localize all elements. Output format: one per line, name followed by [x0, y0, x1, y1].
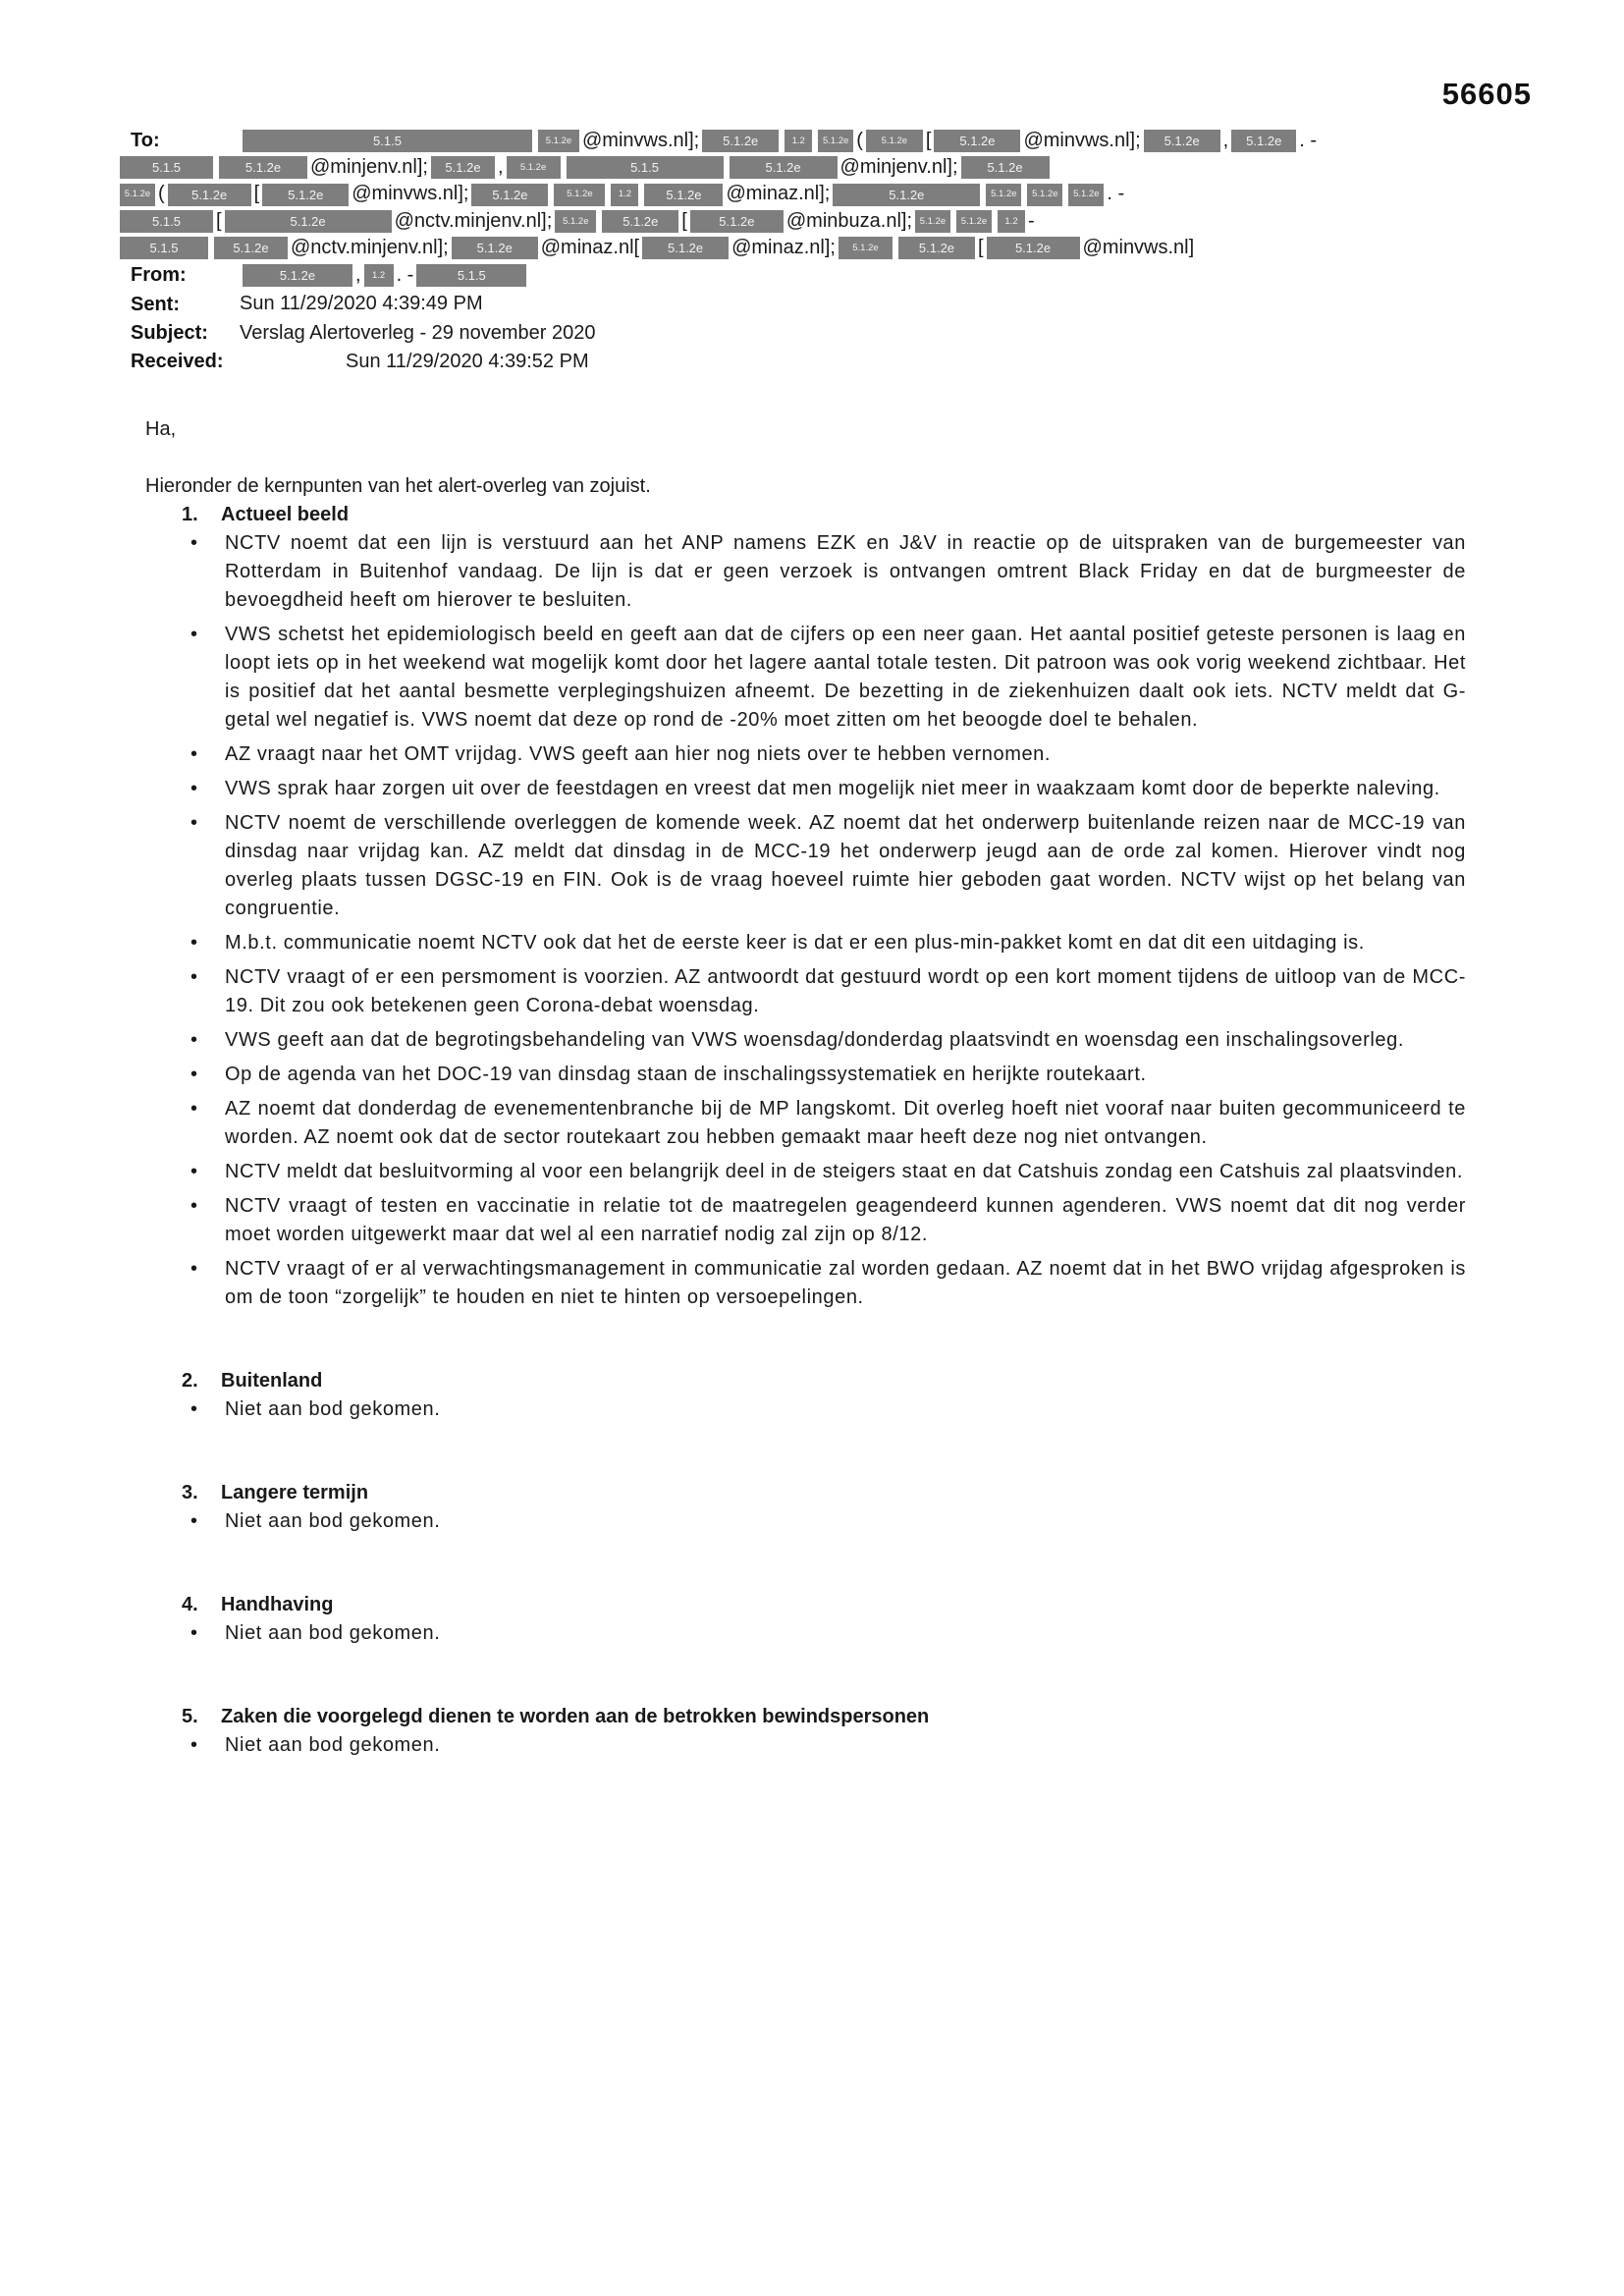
to-line — [117, 154, 1466, 181]
redaction-box: 1.2 — [364, 264, 394, 287]
redaction-box: 5.1.2e — [471, 184, 548, 206]
section-heading — [182, 1703, 1466, 1731]
address-fragment: @minaz.nl]; — [731, 237, 836, 259]
redaction-box: 5.1.2e — [538, 130, 579, 152]
address-fragment: [ — [925, 130, 932, 152]
redaction-box: 5.1.2e — [554, 184, 605, 206]
bullet-item: • Niet aan bod gekomen. — [189, 1507, 1466, 1536]
bullet-list — [189, 1731, 1466, 1760]
redaction-box: 5.1.2e — [642, 237, 729, 259]
redaction-box: 5.1.2e — [987, 237, 1080, 259]
address-fragment: @nctv.minjenv.nl]; — [291, 237, 449, 259]
redaction-box: 5.1.2e — [915, 210, 950, 233]
redaction-box: 5.1.2e — [262, 184, 349, 206]
redaction-box: 5.1.2e — [833, 184, 980, 206]
bullet-item: • AZ noemt dat donderdag de evenementenbranche bij de MP langskomt. Dit overleg hoeft niet vooraf naar buiten gecommuniceerd te worden. AZ noemt ook dat de sector routekaart zou hebben gemaakt maar heeft deze nog niet ontvangen. — [189, 1095, 1466, 1152]
redaction-box: 5.1.2e — [1027, 184, 1062, 206]
to-line — [131, 128, 1466, 154]
bullet-list — [189, 529, 1466, 1312]
greeting: Ha, — [145, 417, 177, 440]
section — [145, 1479, 1466, 1536]
bullet-item: • Op de agenda van het DOC-19 van dinsdag staan de inschalingssystematiek en herijkte routekaart. — [189, 1061, 1466, 1089]
address-fragment: @minvws.nl]; — [352, 183, 469, 205]
redaction-box: 5.1.5 — [120, 237, 208, 259]
email-body — [145, 415, 1466, 1760]
section-number: 1. — [182, 503, 198, 525]
to-line — [117, 181, 1466, 207]
bullet-list — [189, 1507, 1466, 1536]
address-fragment: @minvws.nl]; — [1023, 130, 1141, 152]
address-fragment: . - — [1107, 183, 1125, 205]
address-fragment: @minaz.nl]; — [726, 183, 831, 205]
redaction-box: 5.1.2e — [956, 210, 992, 233]
redaction-box: 5.1.2e — [1068, 184, 1104, 206]
section-title: Langere termijn — [221, 1481, 369, 1503]
subject-field — [131, 319, 1466, 348]
address-fragment: ( — [158, 183, 165, 205]
bullet-item: • NCTV vraagt of er al verwachtingsmanagement in communicatie zal worden gedaan. AZ noemt dat in het BWO vrijdag afgesproken is om de toon “zorgelijk” te houden en niet te hinten op versoepelingen. — [189, 1255, 1466, 1312]
address-fragment: . - — [396, 264, 414, 287]
to-line — [117, 235, 1466, 261]
bullet-item: • NCTV noemt de verschillende overleggen de komende week. AZ noemt dat het onderwerp buitenlande reizen naar de MCC-19 van dinsdag naar vrijdag kan. AZ meldt dat dinsdag in de MCC-19 het onderwerp jeugd aan de orde zal komen. Hierover vindt nog overleg plaats tussen DGSC-19 en FIN. Ook is de vraag hoeveel ruimte hier geboden gaat worden. NCTV wijst op het belang van congruentie. — [189, 809, 1466, 923]
redaction-box: 5.1.2e — [452, 237, 538, 259]
section — [145, 1367, 1466, 1424]
bullet-item: • NCTV meldt dat besluitvorming al voor een belangrijk deel in de steigers staat en dat Catshuis zondag een Catshuis zal plaatsvinden. — [189, 1158, 1466, 1186]
address-fragment: . - — [1299, 130, 1318, 152]
bullet-item: • Niet aan bod gekomen. — [189, 1395, 1466, 1424]
to-line — [117, 208, 1466, 235]
from-label: From: — [131, 264, 187, 287]
sent-value: Sun 11/29/2020 4:39:49 PM — [240, 293, 483, 315]
address-fragment: - — [1028, 209, 1035, 232]
section-title: Zaken die voorgelegd dienen te worden aan de betrokken bewindspersonen — [221, 1705, 930, 1727]
to-label: To: — [131, 130, 160, 152]
redaction-box: 5.1.2e — [120, 184, 155, 206]
subject-value: Verslag Alertoverleg - 29 november 2020 — [240, 321, 596, 344]
redaction-box: 5.1.5 — [243, 130, 532, 152]
redaction-box: 5.1.2e — [644, 184, 723, 206]
section-title: Handhaving — [221, 1593, 334, 1615]
bullet-item: • Niet aan bod gekomen. — [189, 1731, 1466, 1760]
from-value — [240, 264, 529, 286]
address-fragment: @minjenv.nl]; — [310, 156, 428, 179]
redaction-box: 5.1.2e — [690, 210, 784, 233]
bullet-item: • NCTV vraagt of testen en vaccinatie in relatie tot de maatregelen geagendeerd kunnen agenderen. VWS noemt dat dit nog verder moet worden uitgewerkt maar dat wel al een narratief nodig zal zijn op 8/12. — [189, 1192, 1466, 1249]
bullet-item: • VWS schetst het epidemiologisch beeld en geeft aan dat de cijfers op een neer gaan. Het aantal positief geteste personen is laag en loopt iets op in het weekend wat mogelijk komt door het lagere aantal totale testen. Dit patroon was ook vorig weekend zichtbaar. Het is positief dat het aantal besmette verplegingshuizen afneemt. De bezetting in de ziekenhuizen daalt ook iets. NCTV meldt dat G-getal wel negatief is. VWS noemt dat deze op rond de -20% moet zitten om het beoogde doel te behalen. — [189, 621, 1466, 735]
section-number: 4. — [182, 1593, 198, 1615]
section — [145, 1703, 1466, 1760]
section-title: Buitenland — [221, 1369, 323, 1392]
to-field — [124, 128, 1466, 261]
section — [145, 501, 1466, 1312]
redaction-box: 5.1.2e — [507, 156, 561, 179]
address-fragment: ( — [856, 130, 863, 152]
bullet-item: • AZ vraagt naar het OMT vrijdag. VWS geeft aan hier nog niets over te hebben vernomen. — [189, 740, 1466, 769]
address-fragment: @minaz.nl[ — [540, 237, 640, 259]
address-fragment: [ — [216, 209, 222, 232]
sent-field — [131, 290, 1466, 318]
section-heading — [182, 1367, 1466, 1395]
address-fragment: @minbuza.nl]; — [785, 209, 912, 232]
bullet-list — [189, 1395, 1466, 1424]
redaction-box: 5.1.2e — [934, 130, 1020, 152]
section-heading — [182, 1479, 1466, 1507]
received-value: Sun 11/29/2020 4:39:52 PM — [346, 350, 589, 372]
redaction-box: 5.1.2e — [818, 130, 853, 152]
redaction-box: 5.1.5 — [120, 210, 213, 233]
redaction-box: 5.1.2e — [225, 210, 392, 233]
email-header — [124, 128, 1466, 376]
body-sections — [145, 501, 1466, 1760]
redaction-box: 5.1.2e — [866, 130, 923, 152]
redaction-box: 5.1.2e — [730, 156, 838, 179]
redaction-box: 5.1.2e — [1144, 130, 1220, 152]
section-heading — [182, 1591, 1466, 1619]
redaction-box: 5.1.2e — [898, 237, 975, 259]
redaction-box: 5.1.2e — [702, 130, 779, 152]
bullet-list — [189, 1619, 1466, 1648]
redaction-box: 5.1.2e — [1231, 130, 1296, 152]
page-number-stamp: 56605 — [1441, 77, 1532, 111]
redaction-box: 5.1.2e — [243, 264, 352, 287]
address-fragment: [ — [681, 209, 687, 232]
redaction-box: 5.1.2e — [986, 184, 1021, 206]
redaction-box: 1.2 — [611, 184, 638, 206]
bullet-item: • VWS sprak haar zorgen uit over de feestdagen en vreest dat men mogelijk niet meer in waakzaam komt door de beperkte naleving. — [189, 775, 1466, 803]
section-number: 2. — [182, 1369, 198, 1392]
bullet-item: • NCTV noemt dat een lijn is verstuurd aan het ANP namens EZK en J&V in reactie op de uitspraken van de burgemeester van Rotterdam in Buitenhof vandaag. De lijn is dat er geen verzoek is ontvangen omtrent Black Friday en dat de burgmeester de bevoegdheid heeft om hierover te besluiten. — [189, 529, 1466, 615]
redaction-box: 1.2 — [998, 210, 1025, 233]
redaction-box: 5.1.2e — [602, 210, 678, 233]
received-field — [131, 348, 1466, 376]
redaction-box: 5.1.5 — [416, 264, 526, 287]
address-fragment: @nctv.minjenv.nl]; — [394, 209, 553, 232]
address-fragment: [ — [253, 183, 260, 205]
redaction-box: 5.1.2e — [219, 156, 307, 179]
subject-label: Subject: — [131, 321, 208, 344]
address-fragment: @minvws.nl] — [1082, 237, 1195, 259]
redaction-box: 5.1.2e — [839, 237, 893, 259]
section-heading — [182, 501, 1466, 529]
section-number: 5. — [182, 1705, 198, 1727]
bullet-item: • VWS geeft aan dat de begrotingsbehandeling van VWS woensdag/donderdag plaatsvindt en woensdag een inschalingsoverleg. — [189, 1026, 1466, 1055]
bullet-item: • M.b.t. communicatie noemt NCTV ook dat het de eerste keer is dat er een plus-min-pakket komt en dat dit een uitdaging is. — [189, 929, 1466, 957]
redaction-box: 1.2 — [785, 130, 812, 152]
from-field — [131, 261, 1466, 290]
section — [145, 1591, 1466, 1648]
section-title: Actueel beeld — [221, 503, 350, 525]
redaction-box: 5.1.2e — [168, 184, 251, 206]
redaction-box: 5.1.2e — [431, 156, 495, 179]
received-label: Received: — [131, 350, 224, 372]
address-fragment: [ — [977, 237, 984, 259]
redaction-box: 5.1.2e — [961, 156, 1050, 179]
section-number: 3. — [182, 1481, 198, 1503]
intro-line: Hieronder de kernpunten van het alert-overleg van zojuist. — [145, 474, 651, 497]
redaction-box: 5.1.5 — [120, 156, 213, 179]
sent-label: Sent: — [131, 293, 180, 315]
address-fragment: @minvws.nl]; — [582, 130, 700, 152]
bullet-item: • Niet aan bod gekomen. — [189, 1619, 1466, 1648]
redaction-box: 5.1.2e — [214, 237, 288, 259]
redaction-box: 5.1.5 — [567, 156, 724, 179]
address-fragment: @minjenv.nl]; — [839, 156, 958, 179]
address-fragment: , — [355, 264, 361, 287]
address-fragment: , — [1222, 130, 1229, 152]
address-fragment: , — [497, 156, 504, 179]
bullet-item: • NCTV vraagt of er een persmoment is voorzien. AZ antwoordt dat gestuurd wordt op een kort moment tijdens de uitloop van de MCC-19. Dit zou ook betekenen geen Corona-debat woensdag. — [189, 963, 1466, 1020]
redaction-box: 5.1.2e — [555, 210, 596, 233]
